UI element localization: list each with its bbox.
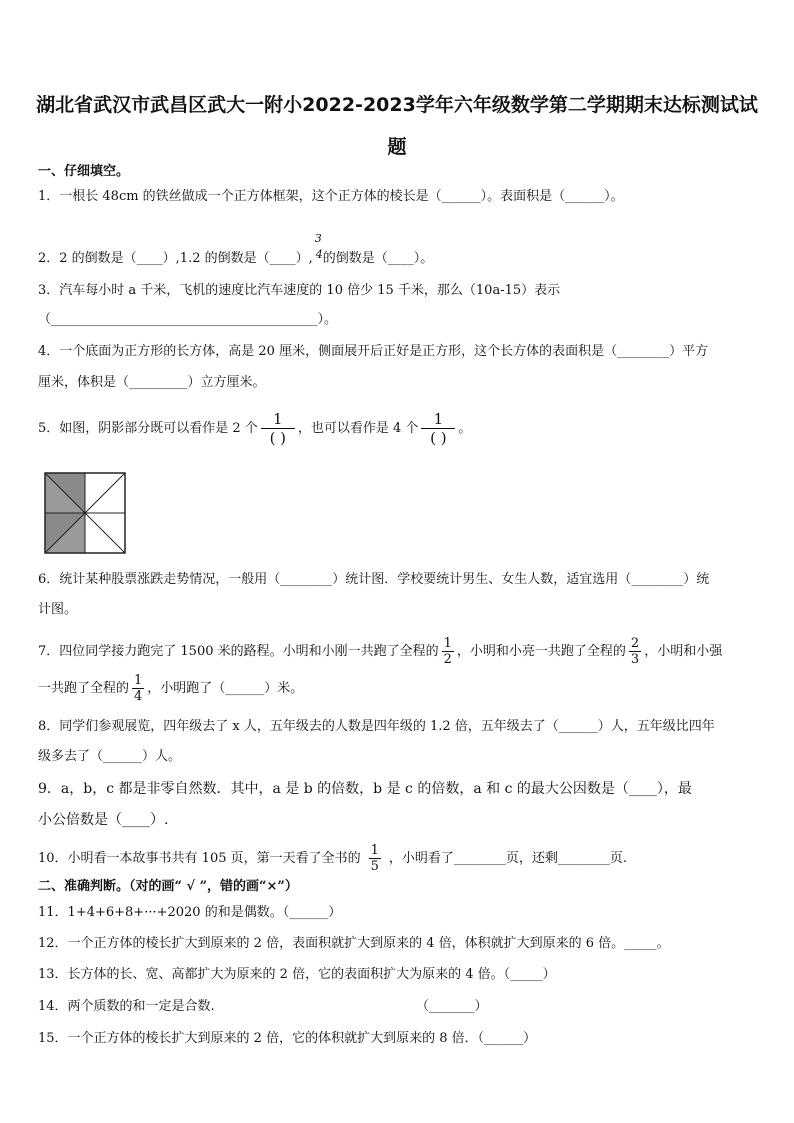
question-8-line-1: 8．同学们参观展览，四年级去了 x 人，五年级去的人数是四年级的 1.2 倍，五年级去了（______）人，五年级比四年 [38,719,715,734]
fraction-numerator: 1 [433,410,444,428]
question-2 [38,232,434,268]
fraction-one-fifth [369,843,381,874]
question-14-answer-blank: （_______） [416,999,488,1014]
fraction-one-over-blank-1 [261,410,295,447]
question-2-part-a: 2．2 的倒数是（____）,1.2 的倒数是（____）, [38,251,313,266]
question-4-line-2: 厘米，体积是（_________）立方厘米。 [38,375,266,390]
fraction-denominator: ( ) [261,428,295,447]
question-7-part-c: ，小明和小强 [644,644,723,659]
fraction-denominator: 5 [370,859,379,874]
fraction-numerator: 2 [630,636,640,651]
question-12: 12．一个正方体的棱长扩大到原来的 2 倍，表面积就扩大到原来的 4 倍，体积就扩大到原来的 6 倍。_____。 [38,936,670,951]
fraction-three-quarters [313,232,323,264]
fraction-denominator: 2 [443,652,452,667]
fraction-denominator: 4 [134,689,143,704]
fraction-one-half [442,636,454,667]
question-5-part-c: 。 [458,421,472,436]
fraction-one-over-blank-2 [421,410,455,447]
fraction-one-quarter [132,673,144,704]
question-7-part-d: 一共跑了全程的 [38,681,130,696]
question-13: 13．长方体的长、宽、高都扩大为原来的 2 倍，它的表面积扩大为原来的 4 倍。（_____） [38,967,556,982]
shaded-square-figure [44,472,126,554]
question-1: 1．一根长 48cm 的铁丝做成一个正方体框架，这个正方体的棱长是（______）。表面积是（______）。 [38,189,624,204]
question-9-line-2: 小公倍数是（____）. [38,812,169,828]
question-15: 15．一个正方体的棱长扩大到原来的 2 倍，它的体积就扩大到原来的 8 倍．（______） [38,1031,537,1046]
question-7-part-a: 7．四位同学接力跑完了 1500 米的路程。小明和小刚一共跑了全程的 [38,644,439,659]
question-7-line-1 [38,636,722,667]
question-2-part-b: 的倒数是（____）。 [322,251,434,266]
fraction-two-thirds [629,636,641,667]
fraction-numerator: 1 [134,673,143,688]
question-10-part-a: 10．小明看一本故事书共有 105 页，第一天看了全书的 [38,851,361,866]
section-2-heading: 二、准确判断。（对的画“ √ ”，错的画“×”） [38,879,298,894]
fraction-numerator: 1 [443,636,452,651]
question-14: 14．两个质数的和一定是合数. [38,999,215,1014]
section-1-heading: 一、仔细填空。 [38,164,130,179]
fraction-numerator: 3 [314,232,322,245]
question-3-line-1: 3．汽车每小时 a 千米，飞机的速度比汽车速度的 10 倍少 15 千米，那么（10a-15）表示 [38,283,561,298]
question-10-part-b: ，小明看了________页，还剩________页. [388,851,628,866]
question-8-line-2: 级多去了（______）人。 [38,749,182,764]
fraction-numerator: 1 [370,843,379,858]
question-6-line-1: 6．统计某种股票涨跌走势情况，一般用（________）统计图．学校要统计男生、女生人数，适宜选用（________）统 [38,572,710,587]
question-9-line-1: 9．a，b，c 都是非零自然数．其中，a 是 b 的倍数，b 是 c 的倍数，a 和 c 的最大公因数是（____），最 [38,781,692,797]
question-5 [38,410,471,447]
question-5-part-b: ，也可以看作是 4 个 [297,421,419,436]
fraction-denominator: ( ) [421,428,455,447]
question-7-line-2 [38,673,303,704]
fraction-denominator: 4 [315,248,323,261]
question-10 [38,843,627,874]
page-title: 湖北省武汉市武昌区武大一附小2022-2023学年六年级数学第二学期期末达标测试试题 [36,94,758,158]
fraction-numerator: 1 [273,410,283,428]
question-7-part-b: ，小明和小亮一共跑了全程的 [456,644,626,659]
question-7-part-e: ，小明跑了（______）米。 [147,681,304,696]
question-6-line-2: 计图。 [38,602,78,617]
question-4-line-1: 4．一个底面为正方形的长方体，高是 20 厘米，侧面展开后正好是正方形，这个长方体的表面积是（________）平方 [38,344,709,359]
question-3-line-2: （_________________________________________）。 [38,312,338,327]
question-11: 11．1+4+6+8+···+2020 的和是偶数。（______） [38,905,342,920]
fraction-denominator: 3 [630,652,640,667]
question-5-part-a: 5．如图，阴影部分既可以看作是 2 个 [38,421,258,436]
